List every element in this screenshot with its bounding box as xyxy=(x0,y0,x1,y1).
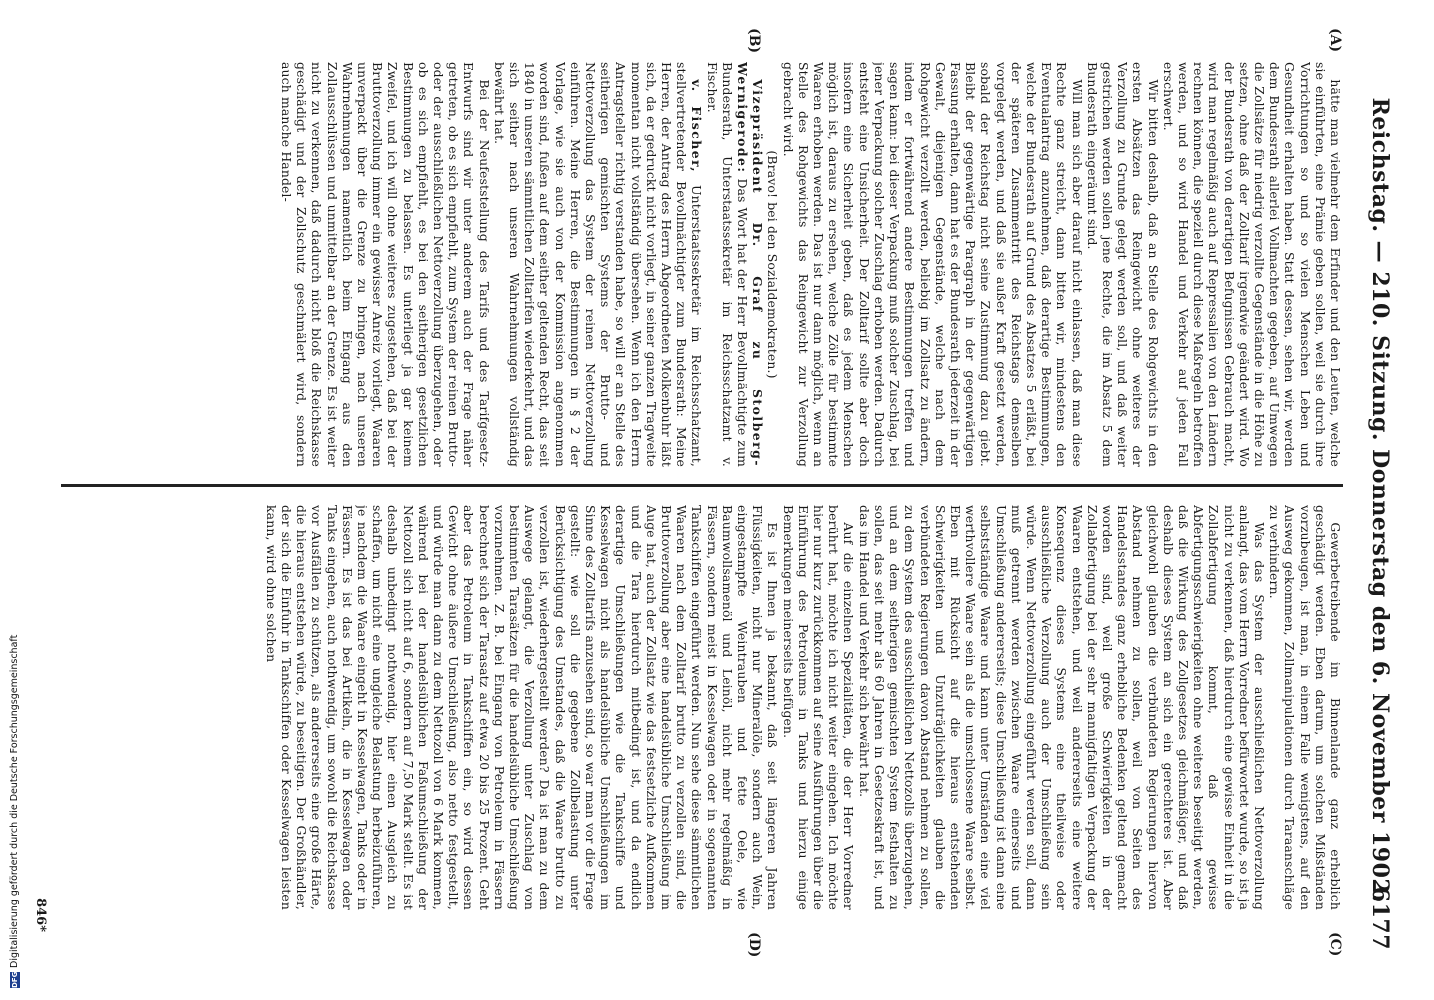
paragraph: Wir bitten deshalb, daß an Stelle des Rohgewichts in den ersten Absätzen das Reingewicht ohne weiteres der Verzollung zu Grunde gelegt werden soll, und daß weiter gestrichen werden sollen jene Rechte, die im Absatz 5 dem Bundesrath eingeräumt sind. xyxy=(1084,62,1161,467)
margin-marker-a: (A) xyxy=(1327,28,1343,53)
margin-marker-c: (C) xyxy=(1327,932,1343,957)
margin-marker-d: (D) xyxy=(746,932,762,958)
page-header xyxy=(1361,50,1397,950)
interjection: (Bravo! bei den Sozialdemokraten.) xyxy=(765,150,781,379)
right-column xyxy=(69,505,1343,910)
paragraph: Bei der Neufeststellung des Tarifs und des Tarifgesetz-Entwurfs sind wir unter anderem auch der Frage näher getreten, ob es sich empfiehlt, zum System der reinen Brutto- oder der ausschließlichen Nettoverzollung überzugehen, oder ob es sich empfiehlt, es bei den seitherigen gesetzlichen Bestimmungen zu belassen. Es unterliegt ja gar keinem Zweifel, und ich will ohne weiteres zugestehen, daß bei der Bruttoverzollung immer ein gewisser Anreiz vorliegt, Waaren unverpackt über die Grenze zu bringen, nach unseren Wahrnehmungen namentlich beim Eingang aus den Zollausschlüssen und unmittelbar an der Grenze. Es ist weiter nicht zu verkennen, daß dadurch nicht bloß die Reichskasse geschädigt und der Zollschutz geschmälert wird, sondern auch manche Handel- xyxy=(278,62,492,467)
speaker-text: Unterstaatssekretär im Reichsschatzamt, stellvertretender Bevollmächtigter zum Bundesrath: Meine Herren, der Antrag des Herrn Abgeordneten Molkenbuhr läßt sich, da er gedruckt nicht vorliegt, in seiner ganzen Tragweite momentan nicht vollständig übersehen. Wenn ich den Herrn Antragsteller richtig verstanden habe, so will er an Stelle des seitherigen gemischten Systems der Brutto- und Nettoverzollung das System der reinen Nettoverzollung einführen. Meine Herren, die Bestimmungen in § 2 der Vorlage, wie sie auch von der Kommission angenommen worden sind, fußen auf dem seither geltenden Recht, das seit 1840 in unseren sämmtlichen Zolltarifen wiederkehrt, und das sich seither nach unseren Wahrnehmungen vollständig bewährt hat. xyxy=(491,62,705,467)
speaker-name: v. Fischer, xyxy=(689,79,705,174)
speaker-name: Vizepräsident Dr. Graf zu Stolberg-Wernigerode: xyxy=(735,62,766,467)
paragraph: Es ist Ihnen ja bekannt, daß seit längeren Jahren Flüssigkeiten, nicht nur Mineralöle, sondern auch Wein, eingestampfte Weintrauben und fette Oele, wie Baumwollsamenöl und Leinöl, nicht mehr regelmäßig in Fässern, sondern meist in Kesselwagen oder in sogenannten Tankschiffen eingeführt werden. Nun sehe diese sämmtlichen Waaren nach dem Zolltarif brutto zu verzollen sind, die Bruttoverzollung aber eine handelsübliche Umschließung im Auge hat, auch der Zollsatz wie das festsetzliche Aufkommen und die Tara hierdurch mitbedingt ist, und da endlich derartige Umschließungen wie die Tankschiffe und Kesselwagen nicht als handelsübliche Umschließungen im Sinne des Zolltarifs anzusehen sind, so war man vor die Frage gestellt: wie soll die gegebene Zollbelastung unter Berücksichtigung des Umstandes, daß die Waare brutto zu verzollen ist, wiederhergestellt werden? Da ist man zu dem Auswege gelangt, die Verzollung unter Zuschlag von bestimmten Tarasätzen für die handelsübliche Umschließung vorzunehmen. Z. B. bei Eingang von Petroleum in Fässern berechnet sich der Tarasatz auf etwa 20 bis 25 Prozent. Geht aber das Petroleum in Tankschiffen ein, so wird dessen Gewicht ohne äußere Umschließung, also netto festgestellt, und würde man dann zu dem Nettozoll von 6 Mark kommen, während bei der handelsüblichen Faßumschließung der Nettozoll sich nicht auf 6, sondern auf 7,50 Mark stellt. Es ist deshalb unbedingt nothwendig, hier einen Ausgleich zu schaffen, um nicht eine ungleiche Belastung herbeizuführen, je nachdem die Waare eingeht in Kesselwagen, Tanks oder in Fässern. Es ist das bei Artikeln, die in Kesselwagen oder Tanks eingehen, auch nothwendig, um sowohl die Reichskasse vor Ausfällen zu schützen, als andererseits eine große Härte, die hieraus entstehen würde, zu beseitigen. Der Großhändler, der sich die Einfuhr in Tankschiffen oder Kesselwagen leisten kann, wird ohne solchen xyxy=(263,505,781,910)
paragraph: Was das System der ausschließlichen Nettoverzollung anlangt, das vom Herrn Vorredner befürwortet wurde, so ist ja nicht zu verkennen, daß hierdurch eine gewisse Einheit in die Zollabfertigung kommt, daß gewisse Abfertigungsschwierigkeiten ohne weiteres beseitigt werden, daß die Wirkung des Zollgesetzes gleichmäßiger, und daß deshalb dieses System an sich ein gerechteres ist. Aber gleichwohl glauben die verbündeten Regierungen hiervon Abstand nehmen zu sollen, weil von Seiten des Handelsstandes ganz erhebliche Bedenken geltend gemacht worden sind, weil große Schwierigkeiten in der Zollabfertigung bei der sehr mannigfaltigen Verpackung der Waaren entstehen, und weil andererseits eine weitere Konsequenz dieses Systems eine theilweise oder ausschließliche Verzollung auch der Umschließung sein würde. Wenn Nettoverzollung eingeführt werden soll, dann muß getrennt werden zwischen Waare einerseits und Umschließung andererseits; diese Umschließung ist dann eine selbstständige Waare und kann unter Umständen eine viel werthvollere Waare sein als die umschlossene Waare selbst. Eben mit Rücksicht auf die hieraus entstehenden Schwierigkeiten und Unzuträglichkeiten glauben die verbündeten Regierungen davon Abstand nehmen zu sollen, zu dem System des ausschließlichen Nettozolls überzugehen, und an dem seitherigen gemischten System festhalten zu sollen, das seit mehr als 60 Jahren in Gesetzeskraft ist, und das im Handel und Verkehr sich bewährt hat. xyxy=(856,505,1267,910)
column-divider xyxy=(61,484,1343,487)
credit-text: Digitalisierung gefördert durch die Deutsche Forschungsgemeinschaft xyxy=(9,634,20,968)
paragraph: Will man sich aber darauf nicht einlassen, daß man diese Rechte ganz streicht, dann bitten wir, mindestens den Eventualantrag anzunehmen, daß derartige Bestimmungen, welche der Bundesrath auf Grund des Absatzes 5 erläßt, bei der späteren Zusammentritt des Reichstags demselben vorgelegt werden, und daß sie außer Kraft gesetzt werden, sobald der Reichstag nicht seine Zustimmung dazu giebt. Bleibt der gegenwärtige Paragraph in der gegenwärtigen Fassung erhalten, dann hat es der Bundesrath jederzeit in der Gewalt, diejenigen Gegenstände, welche nach dem Rohgewicht verzollt werden, beliebig im Zollsatz zu ändern, indem er fortwährend andere Bestimmungen treffen und sagen kann: bei dieser Verpackung muß solcher Zuschlag, bei jener Verpackung solcher Zuschlag erhoben werden. Dadurch entsteht eine Unsicherheit. Der Zolltarif sollte aber doch insofern eine Sicherheit geben, daß es jedem Menschen möglich ist, daraus zu ersehen, welche Zölle für bestimmte Waaren erhoben werden. Das ist nur dann möglich, wenn an Stelle des Rohgewichts das Reingewicht zur Verzollung gebracht wird. xyxy=(780,62,1085,467)
page-number: 6177 xyxy=(1367,886,1393,950)
speaker-paragraph xyxy=(704,62,765,467)
speaker-text: Das Wort hat der Herr Bevollmächtigte zum Bundesrath, Unterstaatssekretär im Reichsschatzamt v. Fischer. xyxy=(704,62,751,467)
sheet-number: 846* xyxy=(33,898,48,932)
speaker-paragraph xyxy=(492,62,705,467)
document-page xyxy=(17,20,1417,980)
page-title: Reichstag. — 210. Sitzung. Donnerstag den 6. November 1902. xyxy=(1367,97,1393,903)
paragraph: Auf die einzelnen Spezialitäten, die der Herr Vorredner berührt hat, möchte ich nicht weiter eingehen. Ich möchte hier nur kurz zurückkommen auf seine Ausführungen über die Einführung des Petroleums in Tanks und hierzu einige Bemerkungen meinerseits beifügen. xyxy=(780,505,857,910)
margin-marker-b: (B) xyxy=(746,28,762,54)
left-column xyxy=(69,62,1343,467)
digitization-credit xyxy=(9,635,20,988)
dfg-logo-icon: DFG xyxy=(10,971,19,988)
paragraph: Gewerbetreibende im Binnenlande ganz erheblich geschädigt werden. Eben darum, um solchen Mißständen vorzubeugen, ist man, in einem Falle wenigstens, auf den Ausweg gekommen, Zollmanipulationen durch Taraanschläge zu verhindern. xyxy=(1267,505,1343,910)
paragraph: hätte man vielmehr dem Erfinder und den Leuten, welche sie einführten, eine Prämie geben sollen, weil sie durch ihre Vorrichtungen so und so vielen Menschen Leben und Gesundheit erhalten haben. Statt dessen, sehen wir, werden dem Bundesrath allerlei Vollmachten gegeben, auf Umwegen die Zollsätze für niedrig verzollte Gegenstände in die Höhe zu setzen, ohne daß der Zolltarif irgendwie geändert wird. Wo der Bundesrath von derartigen Befugnissen Gebrauch macht, wird man regelmäßig auch auf Repressalien von den Ländern rechnen können, die speziell durch diese Maßregeln betroffen werden, und so wird Handel und Verkehr auf jeden Fall erschwert. xyxy=(1160,62,1343,467)
